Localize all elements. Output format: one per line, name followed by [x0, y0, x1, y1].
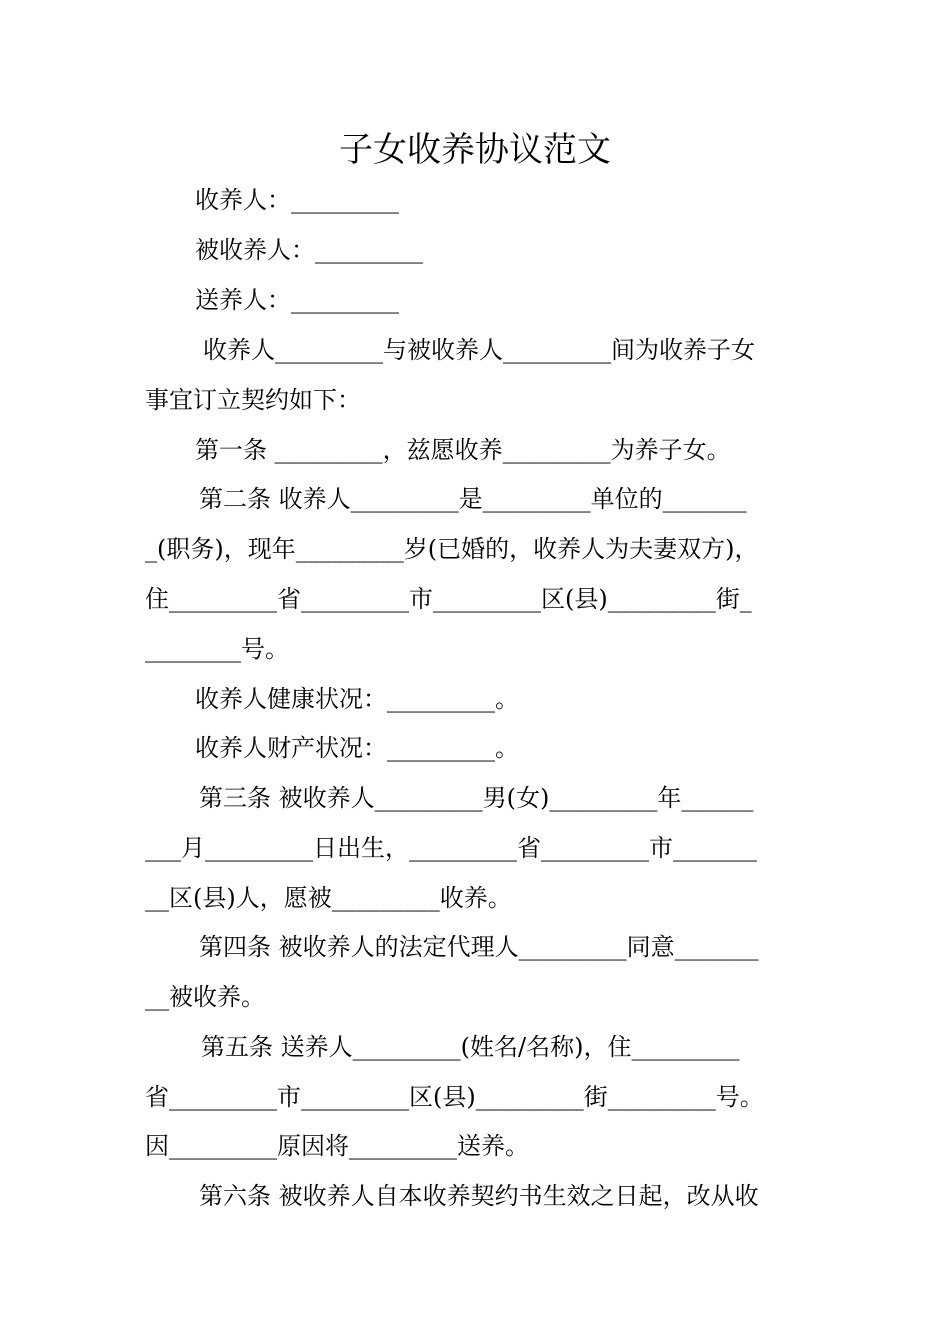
article-3-line-1: 第三条 被收养人_________男(女)_________年______ — [199, 784, 754, 812]
article-2-line-3: 住_________省_________市_________区(县)_________街_ — [145, 585, 752, 613]
article-2-line-1: 第二条 收养人_________是_________单位的_______ — [199, 485, 747, 513]
article-3-line-3: __区(县)人，愿被_________收养。 — [145, 884, 512, 912]
article-2-line-2: _(职务)，现年_________岁(已婚的，收养人为夫妻双方)， — [145, 535, 759, 563]
adopter-health-status: 收养人健康状况：_________。 — [195, 685, 519, 713]
article-5-line-3: 因_________原因将_________送养。 — [145, 1132, 529, 1160]
article-5-line-1: 第五条 送养人_________(姓名/名称)，住_________ — [201, 1033, 740, 1061]
article-1: 第一条 _________，兹愿收养_________为养子女。 — [195, 436, 731, 464]
article-4-line-2: __被收养。 — [145, 983, 265, 1011]
article-5-line-2: 省_________市_________区(县)_________街_________号。 — [145, 1083, 764, 1111]
article-2-line-4: ________号。 — [145, 635, 289, 663]
paragraph-placer: 送养人：_________ — [195, 286, 399, 314]
paragraph-intro-line-1: 收养人_________与被收养人_________间为收养子女 — [203, 336, 755, 364]
article-4-line-1: 第四条 被收养人的法定代理人_________同意_______ — [199, 933, 759, 961]
paragraph-adopter: 收养人：_________ — [195, 186, 399, 214]
paragraph-intro-line-2: 事宜订立契约如下： — [145, 386, 361, 414]
document-title: 子女收养协议范文 — [339, 130, 611, 170]
article-3-line-2: ___月_________日出生，_________省_________市_______ — [145, 834, 757, 862]
adopter-property-status: 收养人财产状况：_________。 — [195, 734, 519, 762]
paragraph-adoptee: 被收养人：_________ — [195, 236, 423, 264]
article-6-line-1: 第六条 被收养人自本收养契约书生效之日起，改从收 — [199, 1182, 759, 1210]
